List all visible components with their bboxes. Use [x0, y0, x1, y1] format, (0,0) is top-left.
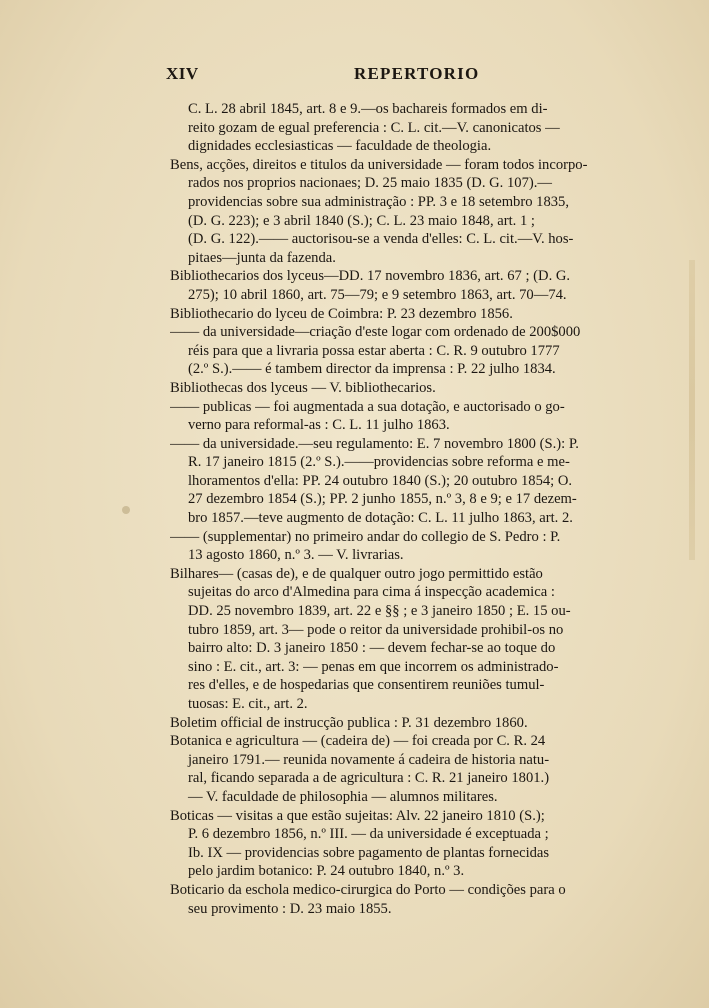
entry-heading-line: —— (supplementar) no primeiro andar do collegio de S. Pedro : P.: [170, 528, 561, 545]
entry-text-line: bro 1857.—teve augmento de dotação: C. L. 11 julho 1863, art. 2.: [188, 510, 573, 527]
entry-text-line: (D. G. 122).—— auctorisou-se a venda d'elles: C. L. cit.—V. hos-: [188, 231, 574, 248]
entry-text-line: sino : E. cit., art. 3: — penas em que incorrem os administrado-: [188, 658, 559, 675]
entry-text-line: pitaes—junta da fazenda.: [188, 249, 336, 266]
entry-heading-line: —— da universidade—criação d'este logar com ordenado de 200$000: [170, 324, 581, 341]
index-entries: [170, 100, 653, 918]
entry-heading-line: Bibliothecas dos lyceus — V. bibliothecarios.: [170, 379, 436, 396]
entry-text-line: P. 6 dezembro 1856, n.º III. — da universidade é exceptuada ;: [188, 826, 549, 843]
entry-text-line: pelo jardim botanico: P. 24 outubro 1840, n.º 3.: [188, 863, 465, 880]
entry-text-line: réis para que a livraria possa estar aberta : C. R. 9 outubro 1777: [188, 342, 560, 359]
entry-heading-line: Boticario da eschola medico-cirurgica do Porto — condições para o: [170, 881, 566, 898]
entry-heading-line: Boletim official de instrucção publica : P. 31 dezembro 1860.: [170, 714, 528, 731]
entry-heading-line: Botanica e agricultura — (cadeira de) — foi creada por C. R. 24: [170, 733, 546, 750]
entry-text-line: Ib. IX — providencias sobre pagamento de plantas fornecidas: [188, 844, 550, 861]
entry-heading-line: —— publicas — foi augmentada a sua dotação, e auctorisado o go-: [170, 398, 565, 415]
entry-text-line: janeiro 1791.— reunida novamente á cadeira de historia natu-: [188, 751, 550, 768]
page-number: XIV: [166, 64, 199, 83]
entry-text-line: 275); 10 abril 1860, art. 75—79; e 9 setembro 1863, art. 70—74.: [188, 286, 567, 303]
entry-text-line: (D. G. 223); e 3 abril 1840 (S.); C. L. 23 maio 1848, art. 1 ;: [188, 212, 535, 229]
entry-text-line: dignidades ecclesiasticas — faculdade de theologia.: [188, 138, 492, 155]
entry-text-line: rados nos proprios nacionaes; D. 25 maio 1835 (D. G. 107).—: [188, 175, 552, 192]
page-header: [0, 64, 709, 88]
running-title: REPERTORIO: [354, 64, 480, 83]
entry-text-line: bairro alto: D. 3 janeiro 1850 : — devem fechar-se ao toque do: [188, 640, 556, 657]
entry-text-line: res d'elles, e de hospedarias que consentirem reuniões tumul-: [188, 677, 545, 694]
entry-text-line: tubro 1859, art. 3— pode o reitor da universidade prohibil-os no: [188, 621, 564, 638]
entry-heading-line: Bibliothecarios dos lyceus—DD. 17 novembro 1836, art. 67 ; (D. G.: [170, 268, 571, 285]
entry-text-line: — V. faculdade de philosophia — alumnos militares.: [188, 788, 498, 805]
entry-text-line: DD. 25 novembro 1839, art. 22 e §§ ; e 3 janeiro 1850 ; E. 15 ou-: [188, 603, 571, 620]
page-edge-stain: [689, 260, 695, 560]
entry-text-line: providencias sobre sua administração : PP. 3 e 18 setembro 1835,: [188, 193, 569, 210]
entry-text-line: 13 agosto 1860, n.º 3. — V. livrarias.: [188, 547, 404, 564]
entry-text-line: sujeitas do arco d'Almedina para cima á inspecção academica :: [188, 584, 555, 601]
entry-text-line: reito gozam de egual preferencia : C. L. cit.—V. canonicatos —: [188, 119, 560, 136]
entry-text-line: seu provimento : D. 23 maio 1855.: [188, 900, 392, 917]
entry-text-line: lhoramentos d'ella: PP. 24 outubro 1840 (S.); 20 outubro 1854; O.: [188, 472, 573, 489]
entry-heading-line: Bens, acções, direitos e titulos da universidade — foram todos incorpo-: [170, 156, 588, 173]
entry-heading-line: Boticas — visitas a que estão sujeitas: Alv. 22 janeiro 1810 (S.);: [170, 807, 545, 824]
entry-text-line: 27 dezembro 1854 (S.); PP. 2 junho 1855, n.º 3, 8 e 9; e 17 dezem-: [188, 491, 577, 508]
entry-heading-line: Bibliothecario do lyceu de Coimbra: P. 23 dezembro 1856.: [170, 305, 513, 322]
entry-heading-line: Bilhares— (casas de), e de qualquer outro jogo permittido estão: [170, 565, 543, 582]
page-blemish: [122, 506, 130, 514]
entry-text-line: tuosas: E. cit., art. 2.: [188, 696, 308, 712]
entry-heading-line: —— da universidade.—seu regulamento: E. 7 novembro 1800 (S.): P.: [170, 435, 579, 452]
entry-text-line: R. 17 janeiro 1815 (2.º S.).——providencias sobre reforma e me-: [188, 454, 570, 471]
entry-text-line: ral, ficando separada a de agricultura : C. R. 21 janeiro 1801.): [188, 770, 550, 787]
entry-text-line: (2.º S.).—— é tambem director da imprensa : P. 22 julho 1834.: [188, 361, 556, 378]
entry-text-line: verno para reformal-as : C. L. 11 julho 1863.: [188, 417, 450, 434]
entry-text-line: C. L. 28 abril 1845, art. 8 e 9.—os bachareis formados em di-: [188, 101, 548, 117]
